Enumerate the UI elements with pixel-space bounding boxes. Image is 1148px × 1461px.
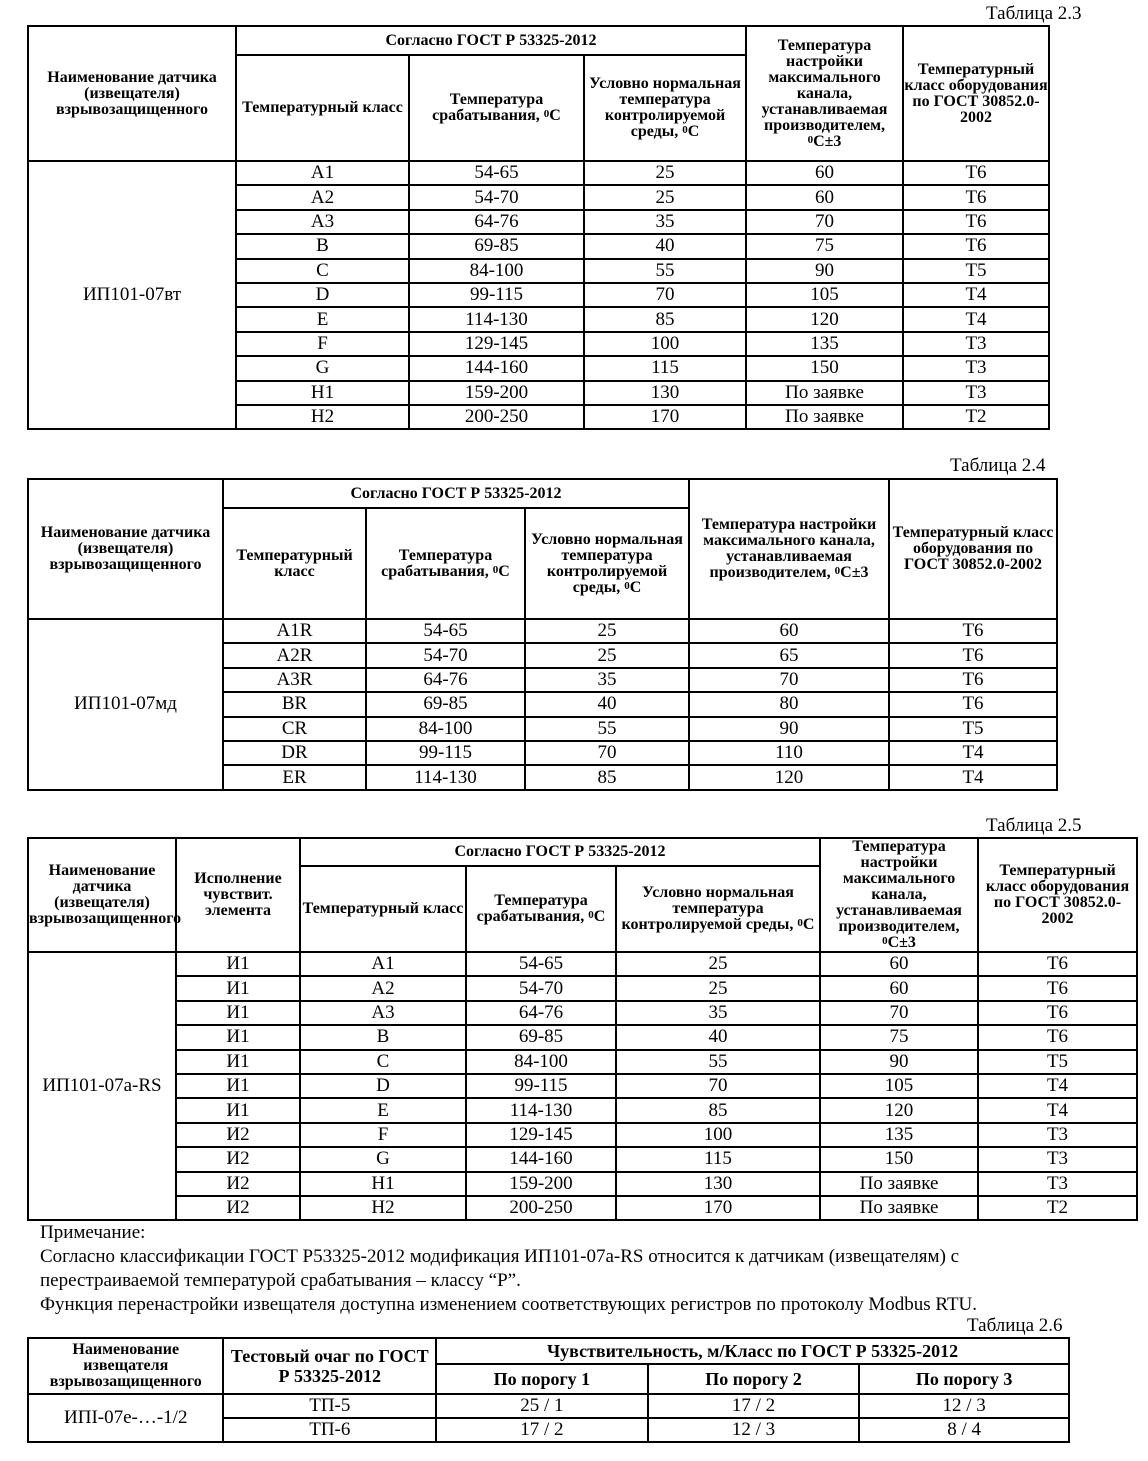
normal-temp-cell: 25 bbox=[584, 185, 746, 209]
setting-temp-cell: 105 bbox=[746, 283, 903, 307]
trip-temp-cell: 84-100 bbox=[466, 1050, 616, 1074]
setting-temp-cell: 90 bbox=[820, 1050, 978, 1074]
normal-temp-cell: 25 bbox=[584, 161, 746, 185]
device-name-cell: ИП101-07мд bbox=[28, 619, 223, 790]
setting-temp-cell: 90 bbox=[689, 717, 889, 741]
header-threshold-2: По порогу 2 bbox=[648, 1364, 860, 1394]
note-line: перестраиваемой температурой срабатывания – классу “P”. bbox=[40, 1270, 521, 1291]
setting-temp-cell: По заявке bbox=[820, 1196, 978, 1220]
setting-temp-cell: 135 bbox=[820, 1123, 978, 1147]
setting-temp-cell: 70 bbox=[746, 210, 903, 234]
normal-temp-cell: 85 bbox=[584, 307, 746, 331]
element-execution-cell: И1 bbox=[176, 952, 300, 976]
equipment-class-cell: T4 bbox=[889, 741, 1057, 765]
trip-temp-cell: 114-130 bbox=[466, 1098, 616, 1122]
normal-temp-cell: 25 bbox=[525, 643, 689, 667]
equipment-class-cell: T6 bbox=[903, 161, 1049, 185]
test-fire-cell: ТП-5 bbox=[223, 1394, 436, 1418]
normal-temp-cell: 55 bbox=[525, 717, 689, 741]
normal-temp-cell: 170 bbox=[584, 405, 746, 429]
header-device-name: Наименование датчика (извещателя) взрывозащищенного bbox=[28, 479, 223, 619]
table-row bbox=[28, 1123, 1137, 1147]
trip-temp-cell: 114-130 bbox=[366, 765, 525, 789]
element-execution-cell: И1 bbox=[176, 1001, 300, 1025]
element-execution-cell: И1 bbox=[176, 1074, 300, 1098]
test-fire-cell: ТП-6 bbox=[223, 1418, 436, 1442]
trip-temp-cell: 84-100 bbox=[409, 259, 584, 283]
trip-temp-cell: 99-115 bbox=[466, 1074, 616, 1098]
equipment-class-cell: T6 bbox=[903, 234, 1049, 258]
normal-temp-cell: 25 bbox=[525, 619, 689, 643]
temp-class-cell: B bbox=[236, 234, 409, 258]
table-2-3 bbox=[27, 25, 1050, 430]
header-equipment-class: Температурный класс оборудования по ГОСТ 30852.0-2002 bbox=[889, 479, 1057, 619]
table-row bbox=[28, 1050, 1137, 1074]
normal-temp-cell: 100 bbox=[616, 1123, 820, 1147]
trip-temp-cell: 64-76 bbox=[409, 210, 584, 234]
setting-temp-cell: 70 bbox=[689, 668, 889, 692]
temp-class-cell: A3R bbox=[223, 668, 366, 692]
equipment-class-cell: T4 bbox=[889, 765, 1057, 789]
header-setting-temp: Температура настройки максимального канала, устанавливаемая производителем, $^0$C±3 bbox=[689, 479, 889, 619]
header-device-name: Наименование извещателя взрывозащищенного bbox=[28, 1338, 223, 1394]
equipment-class-cell: T3 bbox=[903, 356, 1049, 380]
trip-temp-cell: 114-130 bbox=[409, 307, 584, 331]
temp-class-cell: G bbox=[236, 356, 409, 380]
header-temp-class: Температурный класс bbox=[223, 508, 366, 619]
temp-class-cell: A1R bbox=[223, 619, 366, 643]
table-2-4-caption: Таблица 2.4 bbox=[950, 455, 1046, 476]
header-element-execution: Исполнение чувствит. элемента bbox=[176, 838, 300, 952]
trip-temp-cell: 99-115 bbox=[366, 741, 525, 765]
temp-class-cell: F bbox=[300, 1123, 466, 1147]
equipment-class-cell: T6 bbox=[889, 668, 1057, 692]
trip-temp-cell: 64-76 bbox=[366, 668, 525, 692]
note-title: Примечание: bbox=[40, 1222, 146, 1243]
table-row bbox=[28, 161, 1049, 185]
equipment-class-cell: T5 bbox=[889, 717, 1057, 741]
setting-temp-cell: 150 bbox=[746, 356, 903, 380]
header-test-fire: Тестовый очаг по ГОСТ Р 53325-2012 bbox=[223, 1338, 436, 1394]
normal-temp-cell: 25 bbox=[616, 952, 820, 976]
header-gost: Согласно ГОСТ Р 53325-2012 bbox=[300, 838, 820, 866]
threshold-1-cell: 17 / 2 bbox=[436, 1418, 648, 1442]
normal-temp-cell: 35 bbox=[525, 668, 689, 692]
setting-temp-cell: 75 bbox=[746, 234, 903, 258]
element-execution-cell: И2 bbox=[176, 1196, 300, 1220]
note-line: Функция перенастройки извещателя доступна изменением соответствующих регистров по протоколу Modbus RTU. bbox=[40, 1294, 978, 1315]
setting-temp-cell: 90 bbox=[746, 259, 903, 283]
trip-temp-cell: 84-100 bbox=[366, 717, 525, 741]
header-temp-class: Температурный класс bbox=[236, 55, 409, 161]
setting-temp-cell: 80 bbox=[689, 692, 889, 716]
element-execution-cell: И1 bbox=[176, 976, 300, 1000]
temp-class-cell: A2 bbox=[300, 976, 466, 1000]
normal-temp-cell: 55 bbox=[616, 1050, 820, 1074]
temp-class-cell: A1 bbox=[300, 952, 466, 976]
temp-class-cell: H1 bbox=[236, 381, 409, 405]
temp-class-cell: A3 bbox=[300, 1001, 466, 1025]
table-row bbox=[28, 952, 1137, 976]
trip-temp-cell: 144-160 bbox=[409, 356, 584, 380]
table-2-4 bbox=[27, 478, 1058, 791]
setting-temp-cell: По заявке bbox=[746, 381, 903, 405]
normal-temp-cell: 40 bbox=[616, 1025, 820, 1049]
setting-temp-cell: 75 bbox=[820, 1025, 978, 1049]
temp-class-cell: F bbox=[236, 332, 409, 356]
header-device-name: Наименование датчика (извещателя) взрывозащищенного bbox=[28, 26, 236, 161]
table-row bbox=[28, 976, 1137, 1000]
trip-temp-cell: 200-250 bbox=[409, 405, 584, 429]
setting-temp-cell: 60 bbox=[689, 619, 889, 643]
setting-temp-cell: 120 bbox=[746, 307, 903, 331]
threshold-2-cell: 17 / 2 bbox=[648, 1394, 860, 1418]
temp-class-cell: E bbox=[236, 307, 409, 331]
equipment-class-cell: T3 bbox=[903, 332, 1049, 356]
table-2-5-caption: Таблица 2.5 bbox=[986, 815, 1082, 836]
element-execution-cell: И2 bbox=[176, 1172, 300, 1196]
header-trip-temp: Температура срабатывания, $^0$C bbox=[466, 866, 616, 952]
equipment-class-cell: T4 bbox=[978, 1074, 1137, 1098]
note-block bbox=[40, 1221, 977, 1317]
table-2-6 bbox=[27, 1337, 1070, 1443]
temp-class-cell: A2 bbox=[236, 185, 409, 209]
temp-class-cell: C bbox=[236, 259, 409, 283]
trip-temp-cell: 69-85 bbox=[466, 1025, 616, 1049]
temp-class-cell: A1 bbox=[236, 161, 409, 185]
setting-temp-cell: 150 bbox=[820, 1147, 978, 1171]
trip-temp-cell: 129-145 bbox=[409, 332, 584, 356]
trip-temp-cell: 54-65 bbox=[466, 952, 616, 976]
trip-temp-cell: 54-70 bbox=[409, 185, 584, 209]
table-row bbox=[28, 1098, 1137, 1122]
equipment-class-cell: T4 bbox=[903, 307, 1049, 331]
setting-temp-cell: 65 bbox=[689, 643, 889, 667]
header-normal-temp: Условно нормальная температура контролируемой среды, $^0$C bbox=[616, 866, 820, 952]
temp-class-cell: A2R bbox=[223, 643, 366, 667]
normal-temp-cell: 70 bbox=[584, 283, 746, 307]
trip-temp-cell: 129-145 bbox=[466, 1123, 616, 1147]
setting-temp-cell: 110 bbox=[689, 741, 889, 765]
trip-temp-cell: 159-200 bbox=[466, 1172, 616, 1196]
element-execution-cell: И2 bbox=[176, 1147, 300, 1171]
normal-temp-cell: 85 bbox=[525, 765, 689, 789]
table-row bbox=[28, 1394, 1069, 1418]
temp-class-cell: ER bbox=[223, 765, 366, 789]
equipment-class-cell: T6 bbox=[889, 643, 1057, 667]
equipment-class-cell: T5 bbox=[903, 259, 1049, 283]
trip-temp-cell: 64-76 bbox=[466, 1001, 616, 1025]
header-normal-temp: Условно нормальная температура контролируемой среды, $^0$C bbox=[525, 508, 689, 619]
equipment-class-cell: T3 bbox=[978, 1147, 1137, 1171]
setting-temp-cell: 60 bbox=[820, 976, 978, 1000]
table-row bbox=[28, 1147, 1137, 1171]
table-2-3-caption: Таблица 2.3 bbox=[986, 3, 1082, 24]
table-row bbox=[28, 1025, 1137, 1049]
setting-temp-cell: По заявке bbox=[820, 1172, 978, 1196]
trip-temp-cell: 200-250 bbox=[466, 1196, 616, 1220]
table-row bbox=[28, 1196, 1137, 1220]
trip-temp-cell: 159-200 bbox=[409, 381, 584, 405]
device-name-cell: ИП101-07а-RS bbox=[28, 952, 176, 1220]
threshold-3-cell: 12 / 3 bbox=[859, 1394, 1069, 1418]
equipment-class-cell: T6 bbox=[978, 1001, 1137, 1025]
header-equipment-class: Температурный класс оборудования по ГОСТ 30852.0-2002 bbox=[978, 838, 1137, 952]
header-sensitivity: Чувствительность, м/Класс по ГОСТ Р 53325-2012 bbox=[436, 1338, 1069, 1364]
note-line: Согласно классификации ГОСТ Р53325-2012 модификация ИП101-07а-RS относится к датчикам (извещателям) с bbox=[40, 1246, 960, 1267]
normal-temp-cell: 115 bbox=[584, 356, 746, 380]
equipment-class-cell: T3 bbox=[978, 1123, 1137, 1147]
equipment-class-cell: T6 bbox=[978, 976, 1137, 1000]
header-normal-temp: Условно нормальная температура контролируемой среды, $^0$C bbox=[584, 55, 746, 161]
normal-temp-cell: 70 bbox=[616, 1074, 820, 1098]
setting-temp-cell: По заявке bbox=[746, 405, 903, 429]
temp-class-cell: H2 bbox=[236, 405, 409, 429]
equipment-class-cell: T6 bbox=[903, 185, 1049, 209]
element-execution-cell: И1 bbox=[176, 1025, 300, 1049]
equipment-class-cell: T6 bbox=[889, 692, 1057, 716]
temp-class-cell: DR bbox=[223, 741, 366, 765]
header-gost: Согласно ГОСТ Р 53325-2012 bbox=[236, 26, 746, 55]
temp-class-cell: A3 bbox=[236, 210, 409, 234]
normal-temp-cell: 70 bbox=[525, 741, 689, 765]
setting-temp-cell: 70 bbox=[820, 1001, 978, 1025]
equipment-class-cell: T5 bbox=[978, 1050, 1137, 1074]
header-temp-class: Температурный класс bbox=[300, 866, 466, 952]
trip-temp-cell: 144-160 bbox=[466, 1147, 616, 1171]
trip-temp-cell: 54-70 bbox=[366, 643, 525, 667]
temp-class-cell: CR bbox=[223, 717, 366, 741]
device-name-cell: ИПI-07е-…-1/2 bbox=[28, 1394, 223, 1442]
equipment-class-cell: T4 bbox=[903, 283, 1049, 307]
table-row bbox=[28, 1074, 1137, 1098]
normal-temp-cell: 85 bbox=[616, 1098, 820, 1122]
table-row bbox=[28, 1001, 1137, 1025]
trip-temp-cell: 54-70 bbox=[466, 976, 616, 1000]
temp-class-cell: D bbox=[300, 1074, 466, 1098]
normal-temp-cell: 170 bbox=[616, 1196, 820, 1220]
header-setting-temp: Температура настройки максимального канала, устанавливаемая производителем, $^0$C±3 bbox=[820, 838, 978, 952]
normal-temp-cell: 40 bbox=[584, 234, 746, 258]
header-equipment-class: Температурный класс оборудования по ГОСТ 30852.0-2002 bbox=[903, 26, 1049, 161]
element-execution-cell: И1 bbox=[176, 1098, 300, 1122]
header-threshold-1: По порогу 1 bbox=[436, 1364, 648, 1394]
setting-temp-cell: 120 bbox=[689, 765, 889, 789]
temp-class-cell: E bbox=[300, 1098, 466, 1122]
temp-class-cell: H2 bbox=[300, 1196, 466, 1220]
temp-class-cell: G bbox=[300, 1147, 466, 1171]
setting-temp-cell: 60 bbox=[746, 161, 903, 185]
temp-class-cell: H1 bbox=[300, 1172, 466, 1196]
threshold-1-cell: 25 / 1 bbox=[436, 1394, 648, 1418]
normal-temp-cell: 35 bbox=[616, 1001, 820, 1025]
temp-class-cell: BR bbox=[223, 692, 366, 716]
header-trip-temp: Температура срабатывания, $^0$C bbox=[409, 55, 584, 161]
normal-temp-cell: 130 bbox=[584, 381, 746, 405]
equipment-class-cell: T6 bbox=[978, 1025, 1137, 1049]
threshold-3-cell: 8 / 4 bbox=[859, 1418, 1069, 1442]
header-gost: Согласно ГОСТ Р 53325-2012 bbox=[223, 479, 689, 508]
setting-temp-cell: 105 bbox=[820, 1074, 978, 1098]
header-threshold-3: По порогу 3 bbox=[859, 1364, 1069, 1394]
setting-temp-cell: 60 bbox=[820, 952, 978, 976]
trip-temp-cell: 54-65 bbox=[409, 161, 584, 185]
trip-temp-cell: 54-65 bbox=[366, 619, 525, 643]
equipment-class-cell: T2 bbox=[978, 1196, 1137, 1220]
device-name-cell: ИП101-07вт bbox=[28, 161, 236, 429]
equipment-class-cell: T6 bbox=[889, 619, 1057, 643]
table-row bbox=[28, 1172, 1137, 1196]
normal-temp-cell: 55 bbox=[584, 259, 746, 283]
element-execution-cell: И2 bbox=[176, 1123, 300, 1147]
setting-temp-cell: 60 bbox=[746, 185, 903, 209]
equipment-class-cell: T3 bbox=[978, 1172, 1137, 1196]
normal-temp-cell: 25 bbox=[616, 976, 820, 1000]
equipment-class-cell: T6 bbox=[903, 210, 1049, 234]
header-trip-temp: Температура срабатывания, $^0$C bbox=[366, 508, 525, 619]
header-device-name: Наименование датчика (извещателя) взрывозащищенного bbox=[28, 838, 176, 952]
temp-class-cell: B bbox=[300, 1025, 466, 1049]
normal-temp-cell: 40 bbox=[525, 692, 689, 716]
table-row bbox=[28, 619, 1057, 643]
table-2-6-caption: Таблица 2.6 bbox=[967, 1315, 1063, 1336]
equipment-class-cell: T6 bbox=[978, 952, 1137, 976]
normal-temp-cell: 115 bbox=[616, 1147, 820, 1171]
normal-temp-cell: 35 bbox=[584, 210, 746, 234]
trip-temp-cell: 69-85 bbox=[409, 234, 584, 258]
trip-temp-cell: 99-115 bbox=[409, 283, 584, 307]
table-2-5 bbox=[27, 837, 1138, 1221]
setting-temp-cell: 120 bbox=[820, 1098, 978, 1122]
temp-class-cell: C bbox=[300, 1050, 466, 1074]
trip-temp-cell: 69-85 bbox=[366, 692, 525, 716]
setting-temp-cell: 135 bbox=[746, 332, 903, 356]
temp-class-cell: D bbox=[236, 283, 409, 307]
element-execution-cell: И1 bbox=[176, 1050, 300, 1074]
equipment-class-cell: T3 bbox=[903, 381, 1049, 405]
normal-temp-cell: 100 bbox=[584, 332, 746, 356]
threshold-2-cell: 12 / 3 bbox=[648, 1418, 860, 1442]
header-setting-temp: Температура настройки максимального канала, устанавливаемая производителем, $^0$C±3 bbox=[746, 26, 903, 161]
equipment-class-cell: T2 bbox=[903, 405, 1049, 429]
normal-temp-cell: 130 bbox=[616, 1172, 820, 1196]
equipment-class-cell: T4 bbox=[978, 1098, 1137, 1122]
